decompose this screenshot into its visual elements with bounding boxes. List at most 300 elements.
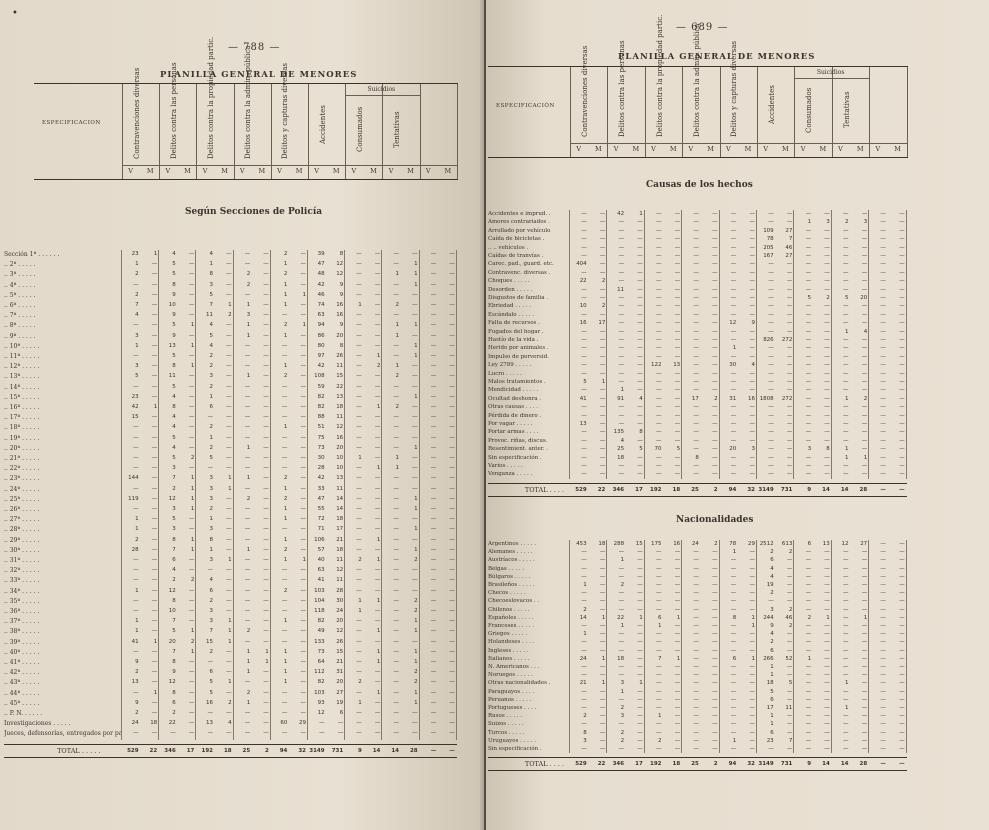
left-row-cell: 3 — [196, 607, 213, 616]
causas-row-cell: — — [645, 227, 662, 236]
nac-row-cell: 2 — [794, 614, 811, 623]
nac-row-cell: — — [589, 638, 606, 647]
left-row-cell: — — [271, 444, 288, 453]
nac-row-cell: 4 — [757, 565, 774, 574]
left-row-cell: 2 — [401, 597, 418, 606]
causas-row-cell: — — [869, 244, 886, 253]
nac-row-cell: 24 — [570, 655, 587, 664]
left-row-cell: — — [345, 434, 362, 443]
causas-row-cell: — — [720, 412, 737, 421]
left-row-cell: 82 — [308, 678, 325, 687]
right_page-vm-label: M — [670, 145, 677, 153]
left-row-cell: — — [178, 566, 195, 575]
nac-row-total-label: TOTAL . . . . — [525, 758, 564, 770]
causas-row-cell: — — [738, 227, 755, 236]
nac-row-cell: 2 — [757, 589, 774, 598]
causas-row-cell: — — [776, 403, 793, 412]
left-row-cell: — — [289, 699, 306, 708]
nac-row-cell: — — [645, 565, 662, 574]
left-row-cell: — — [215, 505, 232, 514]
causas-row-cell: — — [682, 386, 699, 395]
nac-row-cell: 3 — [757, 606, 774, 615]
left-row-cell: 1 — [122, 525, 139, 534]
left-row-cell: — — [141, 372, 158, 381]
nac-row-cell: — — [738, 573, 755, 582]
nac-row-cell: — — [738, 638, 755, 647]
left-row-label: .. 38ª . . . . . — [4, 627, 122, 636]
left-row-cell: — — [438, 576, 455, 585]
causas-row-cell: — — [869, 470, 886, 479]
left-row-cell: — — [289, 485, 306, 494]
causas-row-cell: — — [720, 252, 737, 261]
causas-row-cell: — — [813, 260, 830, 269]
causas-row-cell: — — [869, 277, 886, 286]
causas-row-cell: — — [757, 445, 774, 454]
causas-row-cell: — — [607, 319, 624, 328]
nac-row-cell: — — [589, 737, 606, 746]
causas-row-col-rule — [569, 210, 570, 479]
causas-row-cell: 1 — [720, 344, 737, 353]
causas-row-cell: — — [813, 470, 830, 479]
left-row-cell: — — [289, 729, 306, 738]
nac-row-cell: — — [626, 663, 643, 672]
nac-row-cell: — — [607, 548, 624, 557]
left-row-cell: — — [234, 587, 251, 596]
left-row-cell: — — [141, 474, 158, 483]
left-row-cell: — — [438, 352, 455, 361]
causas-row-cell: — — [589, 420, 606, 429]
nac-row-cell: — — [589, 671, 606, 680]
left-row-cell: — — [234, 464, 251, 473]
left-row-cell: — — [234, 260, 251, 269]
left-row-cell: — — [420, 587, 437, 596]
causas-row-cell: — — [589, 235, 606, 244]
nac-row-cell: — — [589, 565, 606, 574]
left-row-cell: — — [122, 352, 139, 361]
nac-row-cell: — — [645, 606, 662, 615]
left-row-total-cell: 28 — [401, 745, 418, 757]
left-row-cell: — — [196, 464, 213, 473]
nac-row-cell: — — [813, 737, 830, 746]
left-row-cell: 2 — [382, 301, 399, 310]
left-row-cell: 1 — [215, 617, 232, 626]
nac-row-cell: — — [682, 622, 699, 631]
left-row-total-cell: 346 — [159, 745, 176, 757]
left-row-cell: — — [252, 393, 269, 402]
causas-row-cell: — — [664, 378, 681, 387]
nac-row-cell: 78 — [720, 540, 737, 549]
causas-row-cell: — — [776, 286, 793, 295]
causas-row-cell: — — [626, 344, 643, 353]
causas-row-cell: 10 — [570, 302, 587, 311]
left-row-cell: — — [215, 668, 232, 677]
left-row-cell: — — [401, 383, 418, 392]
nac-row-cell: — — [851, 663, 868, 672]
left-row-cell: — — [382, 648, 399, 657]
causas-row-cell: 3 — [794, 445, 811, 454]
left-row-cell: — — [345, 260, 362, 269]
nac-row-cell: — — [869, 597, 886, 606]
causas-row-cell: — — [869, 210, 886, 219]
left-row-cell: 18 — [327, 403, 344, 412]
left-row-cell: — — [271, 413, 288, 422]
left-row — [4, 525, 457, 534]
left_page-vm-label: M — [333, 167, 340, 175]
causas-row-cell: 4 — [738, 361, 755, 370]
left-row-label: .. 30ª . . . . . — [4, 546, 122, 555]
left-row-cell: 1 — [234, 444, 251, 453]
nac-row-label: Rusos . . . . . — [488, 712, 570, 721]
nac-row-cell: — — [888, 548, 905, 557]
causas-row-cell: — — [664, 386, 681, 395]
left-row-cell: 1 — [364, 403, 381, 412]
nac-row-cell: — — [589, 663, 606, 672]
left-table-body — [4, 250, 462, 770]
left-row — [4, 464, 457, 473]
left-row-cell: 3 — [196, 495, 213, 504]
left-row-cell: — — [178, 352, 195, 361]
nac-row-cell: 16 — [664, 540, 681, 549]
left-row-cell: — — [178, 413, 195, 422]
nac-row-cell: — — [701, 729, 718, 738]
left-row-cell: 63 — [308, 566, 325, 575]
causas-row-cell: — — [570, 437, 587, 446]
left-row-cell: — — [289, 362, 306, 371]
left-row-cell: 22 — [327, 383, 344, 392]
causas-row-cell: — — [589, 370, 606, 379]
left-row-cell: — — [382, 423, 399, 432]
causas-row-cell: — — [776, 210, 793, 219]
causas-row-cell: — — [757, 437, 774, 446]
left-row-cell: 2 — [196, 444, 213, 453]
causas-row-cell: — — [813, 302, 830, 311]
left-row-col-rule — [195, 250, 196, 740]
causas-row-cell: — — [589, 403, 606, 412]
causas-row-cell: — — [757, 370, 774, 379]
causas-row-cell: — — [888, 370, 905, 379]
causas-row-cell: — — [645, 311, 662, 320]
nac-row-cell: — — [701, 688, 718, 697]
nac-row-cell: — — [645, 556, 662, 565]
left-row-total-cell: 25 — [234, 745, 251, 757]
causas-row-cell: 8 — [813, 445, 830, 454]
left-row-cell: 82 — [308, 617, 325, 626]
left-row-cell: — — [364, 291, 381, 300]
left-row-cell: — — [420, 403, 437, 412]
left-row-cell: 1 — [234, 372, 251, 381]
causas-row-cell: — — [757, 344, 774, 353]
left-row-cell: — — [252, 352, 269, 361]
left-row-cell: — — [345, 311, 362, 320]
left-row-cell: — — [382, 485, 399, 494]
right_page-vm-label: M — [707, 145, 714, 153]
left-section-title: Según Secciones de Policía — [185, 207, 322, 217]
left-row-cell: — — [345, 525, 362, 534]
causas-row-cell: — — [701, 269, 718, 278]
nac-row-cell: — — [607, 671, 624, 680]
nac-row-cell: — — [776, 712, 793, 721]
left_page-vm-label: V — [128, 167, 133, 175]
left-row-cell: — — [438, 413, 455, 422]
left-row-cell: 1 — [234, 546, 251, 555]
nac-row-cell: — — [851, 556, 868, 565]
left-row-cell: — — [364, 719, 381, 728]
left-page — [0, 0, 484, 830]
left-row-cell: — — [382, 393, 399, 402]
causas-row-cell: — — [664, 428, 681, 437]
nac-row-cell: 9 — [757, 622, 774, 631]
left-row-cell: — — [289, 546, 306, 555]
left-row-cell: 133 — [308, 638, 325, 647]
left-row — [4, 352, 457, 361]
nac-row-cell: — — [626, 556, 643, 565]
causas-row-cell: 167 — [757, 252, 774, 261]
causas-row-cell: — — [664, 454, 681, 463]
nac-row-cell: — — [851, 565, 868, 574]
left-row-cell: — — [289, 372, 306, 381]
left-row-cell: 2 — [196, 362, 213, 371]
causas-row-cell: — — [720, 420, 737, 429]
left-row-cell: — — [252, 525, 269, 534]
right_page-column-label: Delitos contra la admin. pública — [693, 73, 702, 137]
causas-row-cell: — — [645, 428, 662, 437]
left-row-cell: 1 — [364, 658, 381, 667]
causas-row-cell: — — [626, 462, 643, 471]
left-row-cell: — — [215, 291, 232, 300]
causas-row-cell: — — [664, 260, 681, 269]
causas-row-cell: — — [626, 361, 643, 370]
left-row-cell: — — [252, 699, 269, 708]
nac-row-cell: — — [664, 565, 681, 574]
left-row-cell: 2 — [401, 678, 418, 687]
left-row-cell: — — [345, 332, 362, 341]
causas-row-cell: 1808 — [757, 395, 774, 404]
left-row-cell: — — [382, 719, 399, 728]
left-row-total-cell: 14 — [364, 745, 381, 757]
left-row-cell: — — [215, 495, 232, 504]
nac-row-cell: — — [776, 589, 793, 598]
causas-row-cell: — — [720, 294, 737, 303]
left-row-cell: — — [141, 729, 158, 738]
left-row-cell: — — [364, 515, 381, 524]
nac-row-cell: — — [813, 712, 830, 721]
causas-row-cell: — — [776, 386, 793, 395]
left-row-cell: — — [289, 403, 306, 412]
left-row-cell: 1 — [141, 689, 158, 698]
causas-row-cell: — — [869, 227, 886, 236]
left-row-cell: — — [438, 454, 455, 463]
left-row-cell: 112 — [308, 668, 325, 677]
nac-row-cell: 17 — [757, 704, 774, 713]
left-row-cell: — — [252, 372, 269, 381]
causas-row-cell: 27 — [776, 227, 793, 236]
left-row-cell: 5 — [159, 454, 176, 463]
nac-row-cell: — — [888, 630, 905, 639]
nac-row-cell: 6 — [720, 655, 737, 664]
causas-row-cell: — — [701, 286, 718, 295]
left-row-cell: 28 — [327, 587, 344, 596]
nac-row-cell: — — [682, 556, 699, 565]
causas-row-label: Provoc. riñas, discus. — [488, 437, 570, 446]
nac-row-cell: — — [701, 671, 718, 680]
causas-row-cell: — — [570, 470, 587, 479]
left-row-cell: — — [252, 291, 269, 300]
nac-row-cell: — — [626, 638, 643, 647]
causas-row-cell: — — [664, 210, 681, 219]
left-row-cell: 1 — [215, 556, 232, 565]
nac-row-cell: — — [738, 720, 755, 729]
nac-row-cell: — — [682, 745, 699, 754]
nac-row-cell: — — [888, 581, 905, 590]
left-row-cell: — — [234, 505, 251, 514]
causas-row-cell: — — [607, 412, 624, 421]
left-row — [4, 678, 457, 687]
nac-row-cell: 2512 — [757, 540, 774, 549]
causas-row-cell: — — [869, 420, 886, 429]
nac-row-cell: — — [701, 548, 718, 557]
causas-row-cell: — — [626, 336, 643, 345]
causas-row-label: Venganza . . . . . — [488, 470, 570, 479]
left-row-cell: — — [382, 413, 399, 422]
nac-row-cell: 1 — [607, 556, 624, 565]
nac-row-cell: — — [888, 556, 905, 565]
left-row-cell: 42 — [308, 474, 325, 483]
left-row-cell: 1 — [196, 546, 213, 555]
left-row-cell: 1 — [122, 587, 139, 596]
causas-row-cell: — — [888, 454, 905, 463]
causas-row-cell: — — [720, 386, 737, 395]
left-row-cell: 11 — [327, 362, 344, 371]
nac-row-cell: — — [589, 597, 606, 606]
causas-row-total-cell: 17 — [626, 484, 643, 496]
left-row-cell: 1 — [252, 658, 269, 667]
left-row-cell: 1 — [271, 281, 288, 290]
left-row-cell: — — [141, 434, 158, 443]
causas-row-cell: — — [776, 328, 793, 337]
left-row-cell: 2 — [345, 556, 362, 565]
left-row-cell: — — [215, 321, 232, 330]
causas-row-cell: — — [738, 302, 755, 311]
causas-row-cell: — — [626, 269, 643, 278]
nac-row-cell: — — [682, 696, 699, 705]
causas-row-cell: — — [757, 277, 774, 286]
causas-row-cell: — — [645, 378, 662, 387]
nac-row-cell: — — [869, 630, 886, 639]
left-row-cell: 48 — [308, 270, 325, 279]
nac-row-cell: — — [888, 647, 905, 656]
left-row-cell: 2 — [159, 485, 176, 494]
causas-row-cell: — — [776, 412, 793, 421]
left-row — [4, 495, 457, 504]
nac-row-cell: 18 — [607, 655, 624, 664]
nac-row-cell: — — [645, 729, 662, 738]
nacionalidades-title: Nacionalidades — [676, 515, 753, 525]
nac-row-cell: — — [589, 745, 606, 754]
left-row-cell: 2 — [234, 627, 251, 636]
nac-row-cell: 15 — [626, 540, 643, 549]
left-row-cell: 11 — [196, 311, 213, 320]
nac-row-cell: — — [851, 704, 868, 713]
nac-row-cell: — — [570, 720, 587, 729]
left-row-cell: 3 — [196, 525, 213, 534]
causas-row-cell: — — [869, 319, 886, 328]
nac-row-cell: — — [813, 688, 830, 697]
causas-row-cell: — — [720, 260, 737, 269]
left-row-cell: — — [327, 719, 344, 728]
causas-row-cell: — — [682, 260, 699, 269]
left-row-cell: — — [289, 474, 306, 483]
left-row-cell: — — [289, 597, 306, 606]
left-row-cell: 1 — [271, 260, 288, 269]
left-row-label: .. 17ª . . . . . — [4, 413, 122, 422]
right_page-vm-label: V — [689, 145, 694, 153]
nac-row-cell: — — [589, 556, 606, 565]
causas-row-cell: — — [720, 336, 737, 345]
nac-row-cell: 1 — [664, 614, 681, 623]
nac-row-cell: — — [682, 614, 699, 623]
left-row-cell: 28 — [122, 546, 139, 555]
causas-row-cell: — — [757, 420, 774, 429]
left-row — [4, 362, 457, 371]
causas-row-total-cell: 18 — [664, 484, 681, 496]
left-row-cell: — — [271, 311, 288, 320]
left-row-col-rule — [158, 250, 159, 740]
left-row-cell: — — [215, 332, 232, 341]
left-row-cell: — — [252, 689, 269, 698]
left-row-cell: — — [252, 250, 269, 259]
left-row-cell: — — [215, 566, 232, 575]
left-row-cell: — — [438, 505, 455, 514]
left-row-cell: — — [382, 342, 399, 351]
left-row-cell: — — [215, 464, 232, 473]
left-row-cell: 1 — [141, 250, 158, 259]
causas-row-label: Disgustos de familia . — [488, 294, 570, 303]
left-row-cell: — — [364, 434, 381, 443]
left-row-cell: — — [420, 658, 437, 667]
causas-table-body — [488, 210, 918, 500]
nac-row-cell: 2 — [645, 737, 662, 746]
causas-row-total-cell: 32 — [738, 484, 755, 496]
nac-row-label: Otras nacionalidades . — [488, 679, 570, 688]
left-row-cell: 16 — [327, 311, 344, 320]
left-row-cell: 1 — [345, 301, 362, 310]
left-row-cell: — — [234, 454, 251, 463]
nac-row-cell: — — [794, 688, 811, 697]
nac-row-label: Españoles . . . . . — [488, 614, 570, 623]
left-row-cell: — — [141, 658, 158, 667]
causas-row-cell: — — [832, 252, 849, 261]
left-row-cell: 73 — [308, 444, 325, 453]
nac-row-cell: — — [589, 573, 606, 582]
left-row-cell: 2 — [159, 709, 176, 718]
left-row-cell: 6 — [327, 709, 344, 718]
nac-row-total-cell: 3149 — [757, 758, 774, 770]
left-row-cell: — — [234, 423, 251, 432]
nac-row-cell: — — [664, 712, 681, 721]
nac-row-cell: 2 — [570, 712, 587, 721]
nac-row-cell: — — [720, 745, 737, 754]
causas-row-cell: — — [888, 319, 905, 328]
causas-row-cell: — — [664, 244, 681, 253]
nac-row-cell: 175 — [645, 540, 662, 549]
nac-row-cell: — — [813, 729, 830, 738]
left-row-cell: 1 — [382, 270, 399, 279]
left-row-cell: — — [364, 301, 381, 310]
left-row-cell: — — [271, 383, 288, 392]
left-row-cell: — — [252, 587, 269, 596]
causas-row-cell: — — [869, 260, 886, 269]
left-row-cell: — — [420, 648, 437, 657]
